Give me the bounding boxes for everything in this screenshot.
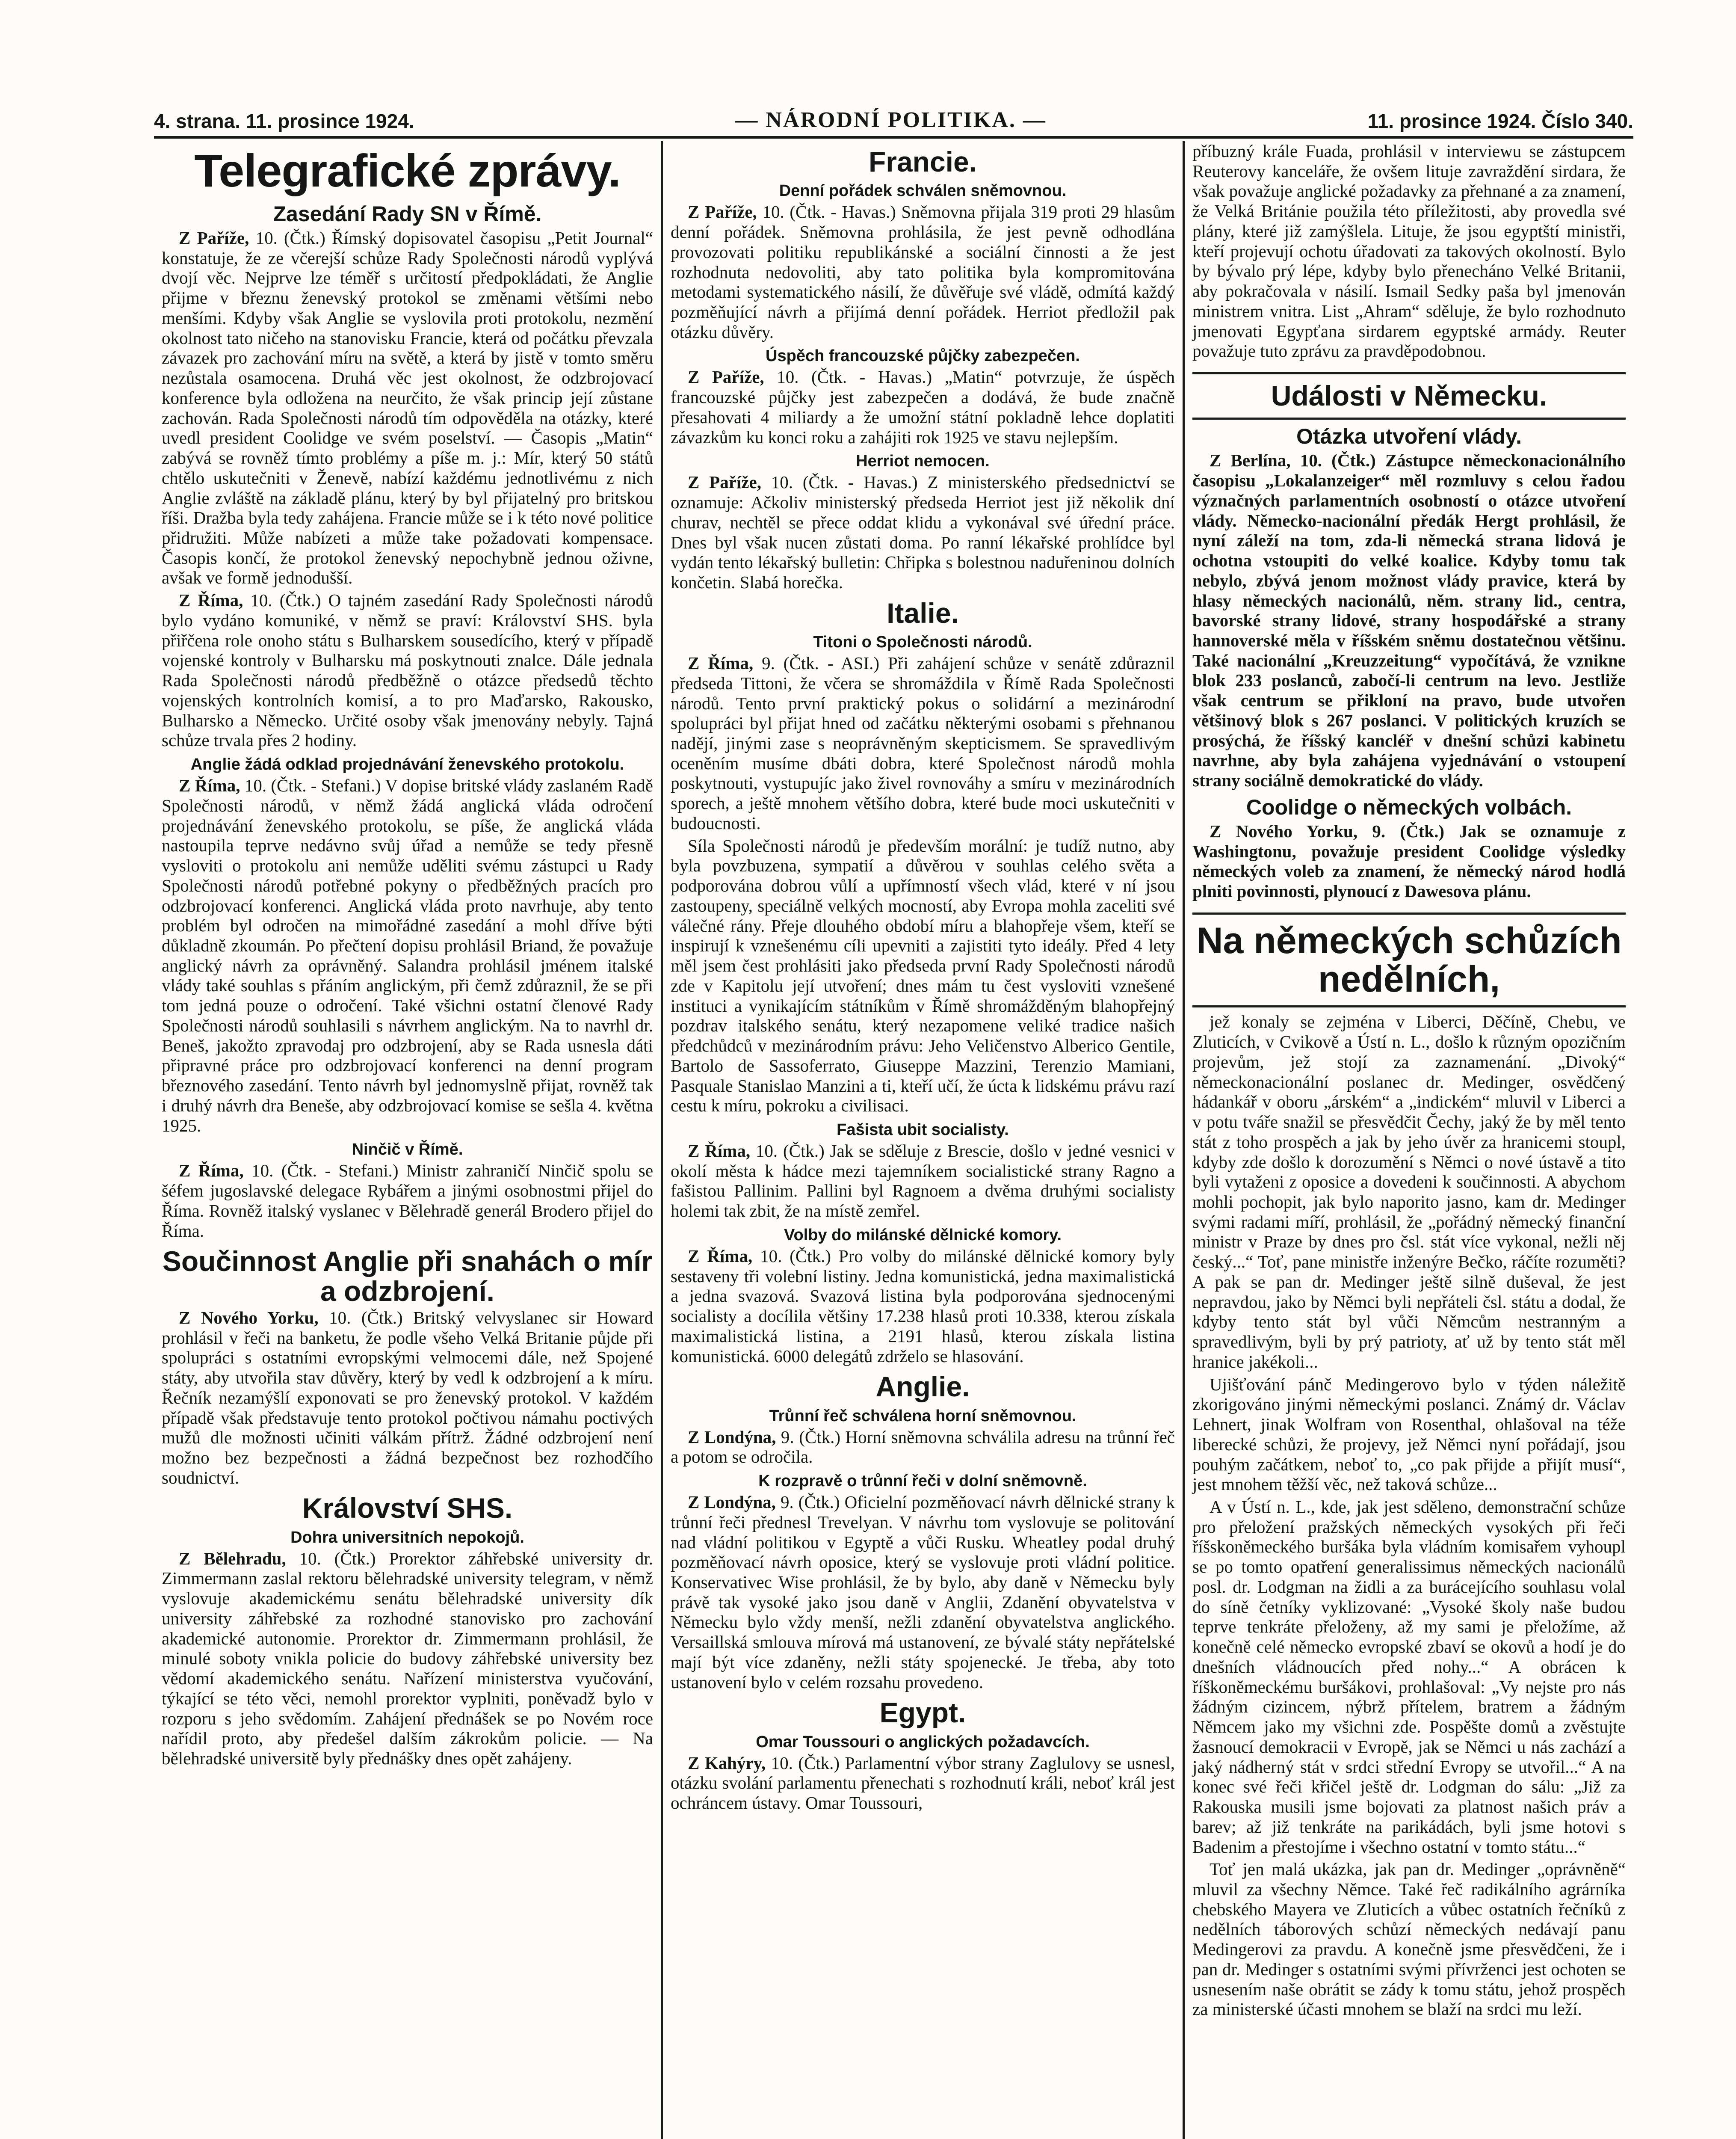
article-body: Z Říma, 10. (Čtk.) Pro volby do milánské dělnické komory byly sestaveny tři volební listiny. Jedna komunistická, jedna maximalistická a jedna svazová. Svazová listina byla podporována sjednocenými socialisty a docílila většiny 17.238 hlasů proti 10.338, kterou získala maximalistická listina, a 2191 hlasů, kterou získala listina komunistická. 6000 delegátů zdrželo se hlasování. — [671, 1246, 1175, 1366]
article-title: Zasedání Rady SN v Římě. — [273, 202, 542, 226]
section-title: Události v Německu. — [1271, 380, 1547, 412]
dateline: Z Říma, — [179, 590, 243, 610]
article-title: K rozpravě o trůnní řeči v dolní sněmovně. — [758, 1472, 1087, 1490]
article-title: Coolidge o německých volbách. — [1246, 795, 1572, 819]
article-body: Síla Společnosti národů je především morální: je tudíž nutno, aby byla povzbuzena, sympatií a důvěrou v souhlas celého světa a podporována dobrou vůlí a upřímností všech vlád, které v ní jsou zastoupeny, speciálně velkých mocností, aby Evropa mohla zaceliti své válečné rány. Přeje dlouhého období míru a blahopřeje všem, kteří se inspirují k vznešenému cíli upevniti a zajistiti tyto ideály. Před 4 lety měl jsem čest prohlásiti jako předseda první Rady Společnosti národů zde v Kapitolu její utvoření; dnes mám tu čest vysloviti vznešené instituci a vynikajícím státníkům v Římě shromážděným blahopřejný pozdrav italského senátu, který nezapomene veliké tradice našich předchůdců v mezinárodním právu: Jeho Veličenstvo Alberico Gentile, Bartolo de Sassoferrato, Giuseppe Mazzini, Terenzio Mamiani, Pasquale Stanislao Manzini a ti, kteří učí, že úcta k lidskému právu razí cestu k míru, pokroku a civilisaci. — [671, 835, 1175, 1116]
article-body: Z Říma, 9. (Čtk. - ASI.) Při zahájení schůze v senátě zdůraznil předseda Tittoni, že včera se shromáždila v Římě Rada Společnosti národů. Tento první praktický pokus o solidární a mezinárodní spolupráci byl přijat hned od začátku některými osobami s přehnanou nadějí, jinými zase s neoprávněným skepticismem. Se spravedlivým oceněním musíme dbáti dobra, které Společnost národů mohla poskytnouti, vystupujíc jako živel rovnováhy a smíru v mezinárodních sporech, a ještě mnohem většího dobra, které bude moci uskutečniti v budoucnosti. — [671, 653, 1175, 833]
section-title: Egypt. — [879, 1697, 966, 1729]
article-body: Z Říma, 10. (Čtk.) O tajném zasedání Rady Společnosti národů bylo vydáno komuniké, v němž se praví: Království SHS. byla přiřčena role onoho státu s Bulharskem sousedícího, který v případě vojenské kontroly v Bulharsku má poskytnouti znalce. Dále jednala Rada Společnosti národů předběžně o otázce předsedů těchto vojenských kontrolních komisí, a to pro Maďarsko, Rakousko, Bulharsko a Německo. Určité osoby však jmenovány nebyly. Tajná schůze trvala přes 2 hodiny. — [162, 590, 653, 750]
section-title: Anglie. — [875, 1371, 970, 1403]
dateline: Z Berlína, — [1210, 450, 1291, 471]
article-body: Z Paříže, 10. (Čtk. - Havas.) Z ministerského předsednictví se oznamuje: Ačkoliv ministerský předseda Herriot jest již několik dní churav, nechtěl se přece oddat klidu a vykonával své úřední práce. Dnes byl však nucen zůstati doma. Po ranní lékařské prohlídce byl vydán tento lékařský bulletin: Chřipka s bolestnou naduřeninou dolních končetin. Slabá horečka. — [671, 472, 1175, 593]
article-title: Dohra universitních nepokojů. — [290, 1528, 524, 1546]
article-body: Z Bělehradu, 10. (Čtk.) Prorektor záhřebské university dr. Zimmermann zaslal rektoru bělehradské university telegram, v němž vyslovuje akademickému senátu bělehradské university dík university záhřebské za rozhodné stanovisko pro zachování akademické autonomie. Prorektor dr. Zimmermann prohlásil, že minulé soboty vnikla policie do budovy záhřebské university bez vědomí akademického senátu. Nařízení ministerstva vyučování, týkající se této věci, nemohl prorektor vyplniti, poněvadž bylo v rozporu s jeho svědomím. Zahájení přednášek se po Novém roce nařídil proto, aby předešel dalším zákrokům policie. — Na bělehradské universitě byly přednášky dnes opět zahájeny. — [162, 1548, 653, 1769]
dateline: Z Nového Yorku, — [1210, 821, 1358, 841]
dateline: Z Říma, — [688, 1246, 753, 1266]
article-body: Z Říma, 10. (Čtk.) Jak se sděluje z Brescie, došlo v jedné vesnici v okolí města k hádce mezi tajemníkem socialistické strany Ragno a fašistou Pallinim. Pallini byl Ragnoem a dvěma druhými socialisty holemi tak zbit, že na místě zemřel. — [671, 1141, 1175, 1221]
article-body: Toť jen malá ukázka, jak pan dr. Medinger „oprávněně“ mluvil za všechny Němce. Také řeč radikálního agrárníka chebského Mayera ve Zluticích a vůbec ostatních řečníků z nedělních táborových schůzí německých nedávají panu Medingerovi za pravdu. A konečně jsme přesvědčeni, že i pan dr. Medinger s ostatními svými přívrženci jest ochoten se usnesením naše obrátit se zády k tomu státu, jehož prospěch za ministerské účasti mnohem se blaží na srdci mu leží. — [1192, 1859, 1626, 2019]
article-title: Fašista ubit socialisty. — [837, 1120, 1009, 1139]
article-body: Z Paříže, 10. (Čtk.) Římský dopisovatel časopisu „Petit Journal“ konstatuje, že ze včerejší schůze Rady Společnosti národů vyplývá dvojí věc. Nejprve lze téměř s určitostí předpokládati, že Anglie přijme v březnu ženevský protokol se změnami většími nebo menšími. Kdyby však Anglie se vyslovila proti protokolu, nezmění okolnost tato ničeho na stanovisku Francie, která od počátku převzala závazek pro zachování míru na světě, a která by jistě v tomto směru nezůstala osamocena. Druhá věc jest okolnost, že odzbrojovací konference byla odložena na neurčito, že však princip její zůstane zachován. Rada Společnosti národů tím odpověděla na otázky, které uvedl president Coolidge ve svém poselství. — Časopis „Matin“ zabývá se rovněž tímto problémy a píše m. j.: Mír, který 50 států chtělo uskutečniti v Ženevě, nabízí každému jednotlivému z nich Anglie zvláště na základě plánu, který by byl přijatelný pro britskou říši. Dražba byla tedy zahájena. Francie může se i k této nové politice přidružiti. Může nabízeti a může take požadovati kompensace. Časopis končí, že protokol ženevský nepochybně jednou oživne, avšak ve formě jednodušší. — [162, 228, 653, 588]
dateline: Z Paříže, — [688, 472, 761, 492]
section-title: Telegrafické zprávy. — [194, 145, 621, 196]
section-frame — [1192, 912, 1626, 1008]
column-2 — [661, 141, 1183, 2139]
article-title: Volby do milánské dělnické komory. — [784, 1226, 1062, 1244]
column-3 — [1183, 141, 1633, 2139]
section-title: Království SHS. — [302, 1492, 513, 1524]
article-body: Z Nového Yorku, 10. (Čtk.) Britský velvyslanec sir Howard prohlásil v řeči na banketu, že podle všeho Velká Britanie půjde při spolupráci s ostatními evropskými velmocemi dále, než Spojené státy, aby utvořila stav důvěry, který by vedl k odzbrojení a k míru. Řečník nezamýšlí exponovati se pro ženevský protokol. V každém případě však představuje tento protokol počtivou námahu poctivých mužů dle možnosti učiniti válkám přítrž. Žádné odzbrojení není možno bez bezpečnosti a žádná bezpečnost bez rozhodčího soudnictví. — [162, 1307, 653, 1487]
page-header — [154, 98, 1633, 133]
article-title: Ninčič v Římě. — [352, 1141, 463, 1159]
article-body: Z Berlína, 10. (Čtk.) Zástupce německonacionálního časopisu „Lokalanzeiger“ měl rozmluvy s celou řadou význačných parlamentních osobností o otázce utvoření vlády. Německo-nacionální předák Hergt prohlásil, že nyní záleží na tom, zda-li německá strana lidová je ochotna vstoupiti do velké koalice. Kdyby tomu tak nebylo, zbývá jenom možnost vlády pravice, která by hlasy německých nacionálů, něm. strany lid., centra, bavorské strany lidové, strany hospodářské a strany hannoverské měla v říšském sněmu dostatečnou většinu. Také nacionální „Kreuzzeitung“ vypočítává, že vznikne blok 233 poslanců, zabočí-li centrum na levo. Jestliže však centrum se přikloní na pravo, bude utvořen většinový blok s 267 poslanci. V politických kruzích se prosýchá, že říšský kancléř v dnešní schůzi kabinetu navrhne, aby byla zahájena vyjednávání o vstoupení strany sociálně demokratické do vlády. — [1192, 450, 1626, 791]
section-frame — [1192, 372, 1626, 420]
dateline: Z Říma, — [688, 1141, 751, 1161]
article-title: Úspěch francouzské půjčky zabezpečen. — [766, 347, 1080, 365]
header-right: 11. prosince 1924. Číslo 340. — [1367, 110, 1633, 132]
dateline: Z Kahýry, — [688, 1753, 766, 1773]
column-1 — [154, 141, 661, 2139]
article-body: Z Říma, 10. (Čtk. - Stefani.) V dopise britské vlády zaslaném Radě Společnosti národů, v němž žádá anglická vláda odročení projednávání ženevského protokolu, se píše, že anglická vláda nastoupila teprve nedávno svůj úřad a nemůže se tedy přesně vysloviti o protokolu ani nemůže uděliti svému zástupci u Rady Společnosti národů potřebné pokyny o předběžných pracích pro odzbrojovací konferenci. Anglická vláda proto navrhuje, aby tento problém byl odročen na mimořádné zasedání a mohl dříve býti důkladně zkoumán. Po přečtení dopisu prohlásil Briand, že považuje anglický návrh za oprávněný. Salandra prohlásil jménem italské vlády také souhlas s přáním anglickým, při čemž zdůraznil, že se při tom jedná pouze o odročení. Také všichni ostatní členové Rady Společnosti národů souhlasili s návrhem anglickým. Na to navrhl dr. Beneš, jakožto zpravodaj pro odzbrojení, aby se Rada usnesla dáti připravné práce pro odzbrojovací konferenci na denní program březnového zasedání. Tento návrh byl jednomyslně přijat, rovněž tak i druhý návrh dra Beneše, aby odzbrojovací komise se sešla 4. května 1925. — [162, 776, 654, 1135]
header-left: 4. strana. 11. prosince 1924. — [154, 110, 414, 132]
article-body: Z Kahýry, 10. (Čtk.) Parlamentní výbor strany Zaglulovy se usnesl, otázku svolání parlamentu přenechati s rozhodnutí králi, neboť král jest ochráncem ústavy. Omar Toussouri, — [671, 1753, 1175, 1813]
section-title: Francie. — [868, 146, 977, 178]
section-title: Italie. — [887, 597, 959, 629]
dateline: Z Nového Yorku, — [179, 1307, 319, 1327]
dateline: Z Říma, — [688, 653, 754, 673]
article-body: Z Nového Yorku, 9. (Čtk.) Jak se oznamuje z Washingtonu, považuje president Coolidge výsledky německých voleb za znamení, že německý národ hodlá plniti povinnosti, plynoucí z Dawesova plánu. — [1192, 821, 1626, 901]
columns — [154, 141, 1633, 2139]
article-body: příbuzný krále Fuada, prohlásil v interviewu se zástupcem Reuterovy kanceláře, že ovšem lituje zavraždění sirdara, že však považuje anglické požadavky za přehnané a za znamení, že Velká Británie použila této příležitosti, aby provedla své plány, které již zamýšlela. Lituje, že jsou egyptští ministři, kteří projevují ochotu úřadovati za takových okolností. Bylo by bývalo prý lépe, kdyby bylo přenecháno Velké Britanii, aby pokračovala v násilí. Ismail Sedky paša byl jmenován ministrem vnitra. List „Ahram“ sděluje, že bylo rozhodnuto jmenovati Egypťana sirdarem egyptské armády. Reuter považuje tuto zprávu za pravděpodobnou. — [1192, 141, 1626, 361]
article-title: Anglie žádá odklad projednávání ženevského protokolu. — [190, 755, 624, 774]
article-title: Trůnní řeč schválena horní sněmovnou. — [769, 1407, 1076, 1425]
article-title: Denní pořádek schválen sněmovnou. — [779, 182, 1067, 200]
article-title: Herriot nemocen. — [856, 452, 990, 471]
article-body: jež konaly se zejména v Liberci, Děčíně, Chebu, ve Zluticích, v Cvikově a Ústí n. L., došlo k různým opozičním projevům, jež stojí za zaznamenání. „Divoký“ německonacionální poslanec dr. Medinger, osvědčený hádankář v oboru „árském“ a „indickém“ mluvil v Liberci a v potu tváře snažil se přesvědčit Čechy, jaký že by měl tento stát z toho prospěch a jak by jeho úvěr za hranicemi stoupl, kdyby zde došlo k dorozumění s Němci o nové ústavě a tito byli vytaženi z oposice a dovedeni k součinnosti. A abychom mohli pochopit, jak bylo naporito jasno, kam dr. Medinger svými radami míří, prohlásil, že „pořádný německý finanční ministr v Praze by dnes pro čsl. stát více vykonal, nežli něj český...“ Toť, pane ministře inženýre Bečko, ráčíte rozuměti? A pak se pan dr. Medinger ještě silně duševal, že jest nepravdou, jako by Němci byli nepřáteli čsl. státu a dodal, že kdyby tento stát byl vůči Němcům nestranným a spravedlivým, byli by prý patrioty, ať už by tento stát měl hranice jakékoli... — [1192, 1012, 1626, 1372]
dateline: Z Paříže, — [688, 367, 764, 387]
article-body: Z Londýna, 9. (Čtk.) Horní sněmovna schválila adresu na trůnní řeč a potom se odročila. — [671, 1427, 1175, 1467]
dateline: Z Londýna, — [688, 1492, 776, 1512]
article-title: Omar Toussouri o anglických požadavcích. — [756, 1733, 1090, 1751]
article-body: Z Londýna, 9. (Čtk.) Oficielní pozměňovací návrh dělnické strany k trůnní řeči přednesl Trevelyan. V návrhu tom vyslovuje se politování nad vládní politikou v Egyptě a vůči Rusku. Wheatley podal druhý pozměňovací návrh oposice, který se vyslovuje proti vládní politice. Konservativec Wise prohlásil, že by bylo, aby daně v Německu byly právě tak vysoké jako jsou daně v Anglii, Zdanění obyvatelstva v Německu bylo vždy menší, nežli zdanění obyvatelstva anglického. Versaillská smlouva mírová má ustanovení, ze bývalé státy nepřátelské mají být více zdaněny, nežli státy spojenecké. Je třeba, aby toto ustanovení bylo v celém rozsahu provedeno. — [671, 1492, 1175, 1692]
article-title: Otázka utvoření vlády. — [1296, 424, 1522, 449]
dateline: Z Londýna, — [688, 1427, 776, 1447]
dateline: Z Říma, — [179, 1161, 244, 1181]
section-title: Na německých schůzích nedělních, — [1196, 920, 1622, 1000]
article-body: A v Ústí n. L., kde, jak jest sděleno, demonstrační schůze pro přeložení pražských německých vysokých při řeči říšskoněmeckého buršáka byla vládním komisařem vyhoupl se po tomto opatření generalissimus německých nacionálů posl. dr. Lodgman na židli a za burácejícího souhlasu volal do síně četníky vyklizované: „Vysoké školy naše budou teprve tenkráte přeloženy, až my sami je přeložíme, až konečně celé německo evropské zbaví se okovů a hodí je do dnešních vládnoucích před nohy...“ A obrácen k říškoněmeckému buršákovi, prohlašoval: „Vy nejste pro nás žádným cizincem, nýbrž přítelem, bratrem a žádným Němcem jako my všichni zde. Pospěšte domů a zvěstujte žasnoucí demokracii v Evropě, jak se Němci u nás zachází a jaký nádherný stát v srdci střední Evropy se utvořil...“ A na konec své řeči křičel ještě dr. Lodgman do sálu: „Již za Rakouska musili jsme bojovati za platnost našich práv a barev; až již tenkráte na parikádách, byli jsme hotovi s Badenim a přestojíme i všechno ostatní v tomto státu...“ — [1192, 1497, 1626, 1857]
dateline: Z Paříže, — [688, 202, 757, 222]
dateline: Z Bělehradu, — [179, 1548, 286, 1568]
article-body: Ujišťování pánč Medingerovo bylo v týden náležitě zkorigováno jinými německými poslanci. Známý dr. Václav Lehnert, jinak Wolfram von Rosenthal, ohlašoval na téže liberecké schůzi, že projevy, jež Němci nyní pořádají, jsou pouhým začátkem, neboť to, „co pak přijde a přijít musí“, jest mnohem těžší věc, než taková schůze... — [1192, 1374, 1626, 1494]
article-body: Z Paříže, 10. (Čtk. - Havas.) „Matin“ potvrzuje, že úspěch francouzské půjčky jest zabezpečen a dodává, že bude značně přesahovati 4 miliardy a že umožní státní pokladně lehce doplatiti závazkům ku konci roku a zahájiti rok 1925 ve stavu nejlepším. — [671, 367, 1175, 447]
article-body: Z Říma, 10. (Čtk. - Stefani.) Ministr zahraničí Ninčič spolu se šéfem jugoslavské delegace Rybářem a jinými osobnostmi přijel do Říma. Rovněž italský vyslanec v Bělehradě generál Brodero přijel do Říma. — [162, 1161, 654, 1241]
masthead: — NÁRODNÍ POLITIKA. — — [735, 108, 1047, 132]
dateline: Z Říma, — [179, 776, 240, 796]
header-rule — [154, 136, 1633, 139]
article-title: Součinnost Anglie při snahách o mír a odzbrojení. — [162, 1245, 653, 1307]
dateline: Z Paříže, — [179, 228, 249, 248]
article-title: Titoni o Společnosti národů. — [813, 633, 1032, 652]
article-body: Z Paříže, 10. (Čtk. - Havas.) Sněmovna přijala 319 proti 29 hlasům denní pořádek. Sněmovna prohlásila, že jest pevně odhodlána provozovati politiku republikánské a sociální činnosti a že jest rozhodnuta nedovoliti, aby tato politika byla kompromitována metodami systematického násilí, že důvěřuje své vládě, odmítá každý pozměňující návrh a přijímá denní pořádek. Herriot předložil pak otázku důvěry. — [671, 202, 1175, 342]
